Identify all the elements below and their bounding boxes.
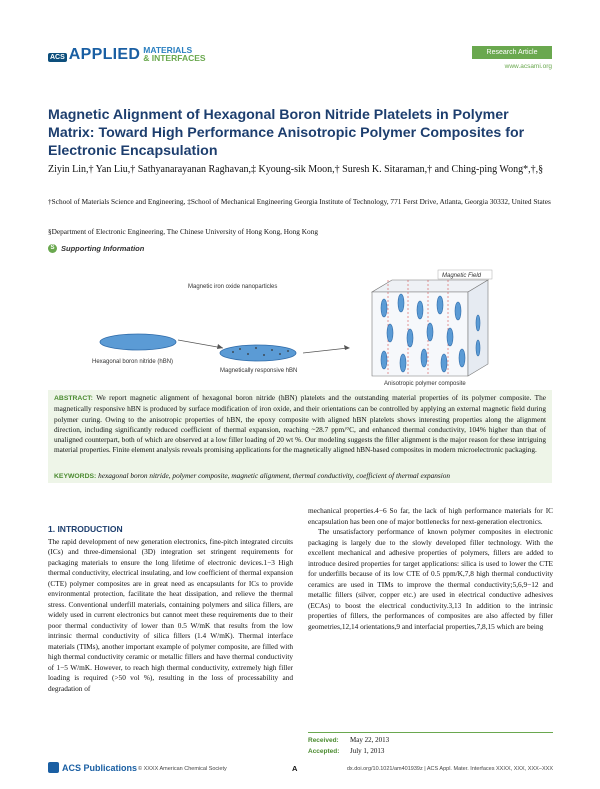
keywords-text: hexagonal boron nitride, polymer composite, magnetic alignment, thermal conductivity, coefficient of thermal expansion: [98, 471, 451, 480]
intro-paragraph-1: The rapid development of new generation electronics, fine-pitch integrated circuits (ICs) and three-dimensional (3D) integration set stringent requirements for packaging materials to ensure the long lifetime of electronic devices.1−3 High thermal conductivity, electrical insulating, and low coefficient of thermal expansion (CTE) polymer composites are in great need as encapsulants for ICs to provide environmental protection, facilitate the heat dissipation, and relieve the thermal stress. Conventional underfill materials, containing polymers and silica fillers, are widely used in current electronics but cannot meet these requirements due to their poor thermal conductivity of lower than 0.5 W/mK that results from the low intrinsic thermal conductivity of silica fillers (1.4 W/mK). Thermal interface materials (TIMs), another important example of polymer composite, are filled with high thermal conductivity ceramic or metallic fillers and have thermal conductivity of 1−5 W/mK. However, to reach high thermal conductivity, extremely high filler loading is required (>50 vol %), resulting in the loss of processability and degradation of: [48, 536, 293, 693]
body-column-right: [308, 506, 553, 632]
abstract-label: ABSTRACT:: [54, 395, 93, 402]
arrow-2: [303, 348, 348, 353]
accepted-label: Accepted:: [308, 748, 340, 755]
supporting-info-label: Supporting Information: [61, 244, 145, 253]
journal-logo: [48, 46, 206, 62]
keywords-label: KEYWORDS:: [54, 473, 97, 480]
label-field: Magnetic Field: [442, 273, 482, 279]
acs-publications-icon: [48, 762, 59, 773]
accepted-date: July 1, 2013: [350, 747, 385, 755]
page-number: A: [292, 764, 298, 773]
section-heading: 1. INTRODUCTION: [48, 524, 123, 534]
page-footer: [48, 762, 553, 776]
supporting-info-icon: S: [48, 244, 57, 253]
label-composite: Anisotropic polymer composite: [384, 381, 466, 387]
label-hbn: Hexagonal boron nitride (hBN): [92, 359, 174, 365]
hbn-platelet: [100, 334, 176, 350]
abstract-text: We report magnetic alignment of hexagonal boron nitride (hBN) platelets and the outstanding material properties of its polymer composite. The magnetically responsive hBN is produced by surface modification of iron oxide, and their orientations can be controlled by applying an external magnetic field during polymer curing. Owing to the anisotropic properties of hBN, the epoxy composite with aligned hBN platelets shows interesting properties along the alignment direction, including significantly reduced coefficient of thermal expansion, reaching ~28.7 ppm/°C, and enhanced thermal conductivity, 104% higher than that of unaligned counterpart, both of which are observed at a low filler loading of 20 wt %. Our modeling suggests the filler alignment is the major reason for these intriguing material properties. Finite element analysis reveals promising applications for the magnetically aligned hBN-based composites in modern microelectronic packaging.: [54, 393, 546, 455]
received-label: Received:: [308, 737, 339, 744]
intro-paragraph-2: The unsatisfactory performance of known polymer composites in electronic packaging is largely due to the slowly developed filler technology. With the excellent mechanical and adhesive properties of polymers, fillers are added to introduce desired properties for target applications: silica is used to lower the CTE for underfills because of its low CTE of 0.5 ppm/K,7,8 high thermal conductivity ceramics are used in TIMs to improve the thermal conductivity;5,6,9−12 and metallic fillers (silver, copper etc.) are used in electrical conductive adhesives (ECAs) to boost the electrical conductivity.3,13 In addition to the intrinsic properties of fillers, the performances of composites are also affected by filler geometries,12,14 orientations,9 and interfacial properties,7,8,15 which are being: [308, 527, 553, 631]
publisher-logo[interactable]: [48, 762, 137, 773]
arrow-1-head: [217, 344, 223, 349]
abstract-box: [48, 390, 552, 470]
received-date: May 22, 2013: [350, 736, 390, 744]
arrow-1: [178, 340, 223, 348]
article-type-badge: Research Article: [472, 46, 552, 59]
article-dates: [308, 732, 553, 757]
label-iron-oxide: Magnetic iron oxide nanoparticles: [188, 284, 278, 290]
acs-badge: ACS: [50, 54, 65, 61]
supporting-info-link[interactable]: [48, 244, 144, 253]
responsive-hbn-platelet: [220, 345, 296, 361]
label-responsive: Magnetically responsive hBN: [220, 368, 298, 374]
body-column-left: [48, 506, 293, 694]
author-list: Ziyin Lin,† Yan Liu,† Sathyanarayanan Raghavan,‡ Kyoung-sik Moon,† Suresh K. Sitaraman,† and Ching-ping Wong*,†,§: [48, 164, 544, 175]
intro-paragraph-cont: mechanical properties.4−6 So far, the lack of high performance materials for IC encapsulation has been one of major bottlenecks for next-generation electronics.: [308, 506, 553, 526]
toc-graphic: [88, 268, 512, 388]
affiliation-2: §Department of Electronic Engineering, The Chinese University of Hong Kong, Hong Kong: [48, 227, 318, 236]
copyright: © XXXX American Chemical Society: [138, 766, 227, 772]
publisher-name: ACS Publications: [62, 762, 138, 773]
journal-name-line1: MATERIALS: [143, 45, 193, 55]
arrow-2-head: [344, 345, 350, 350]
journal-website-link[interactable]: www.acsami.org: [504, 63, 552, 70]
affiliation-1: †School of Materials Science and Engineering, ‡School of Mechanical Engineering Georgia Institute of Technology, 771 Ferst Drive, Atlanta, Georgia 30332, United States: [48, 197, 551, 206]
article-title: Magnetic Alignment of Hexagonal Boron Nitride Platelets in Polymer Matrix: Toward High Performance Anisotropic Polymer Composites for Electronic Encapsulation: [48, 107, 525, 159]
doi-link[interactable]: dx.doi.org/10.1021/am401939z | ACS Appl. Mater. Interfaces XXXX, XXX, XXX−XXX: [346, 766, 553, 772]
keywords-box: [48, 470, 552, 483]
journal-name-main: APPLIED: [68, 46, 141, 63]
journal-name-line2: & INTERFACES: [143, 53, 206, 63]
